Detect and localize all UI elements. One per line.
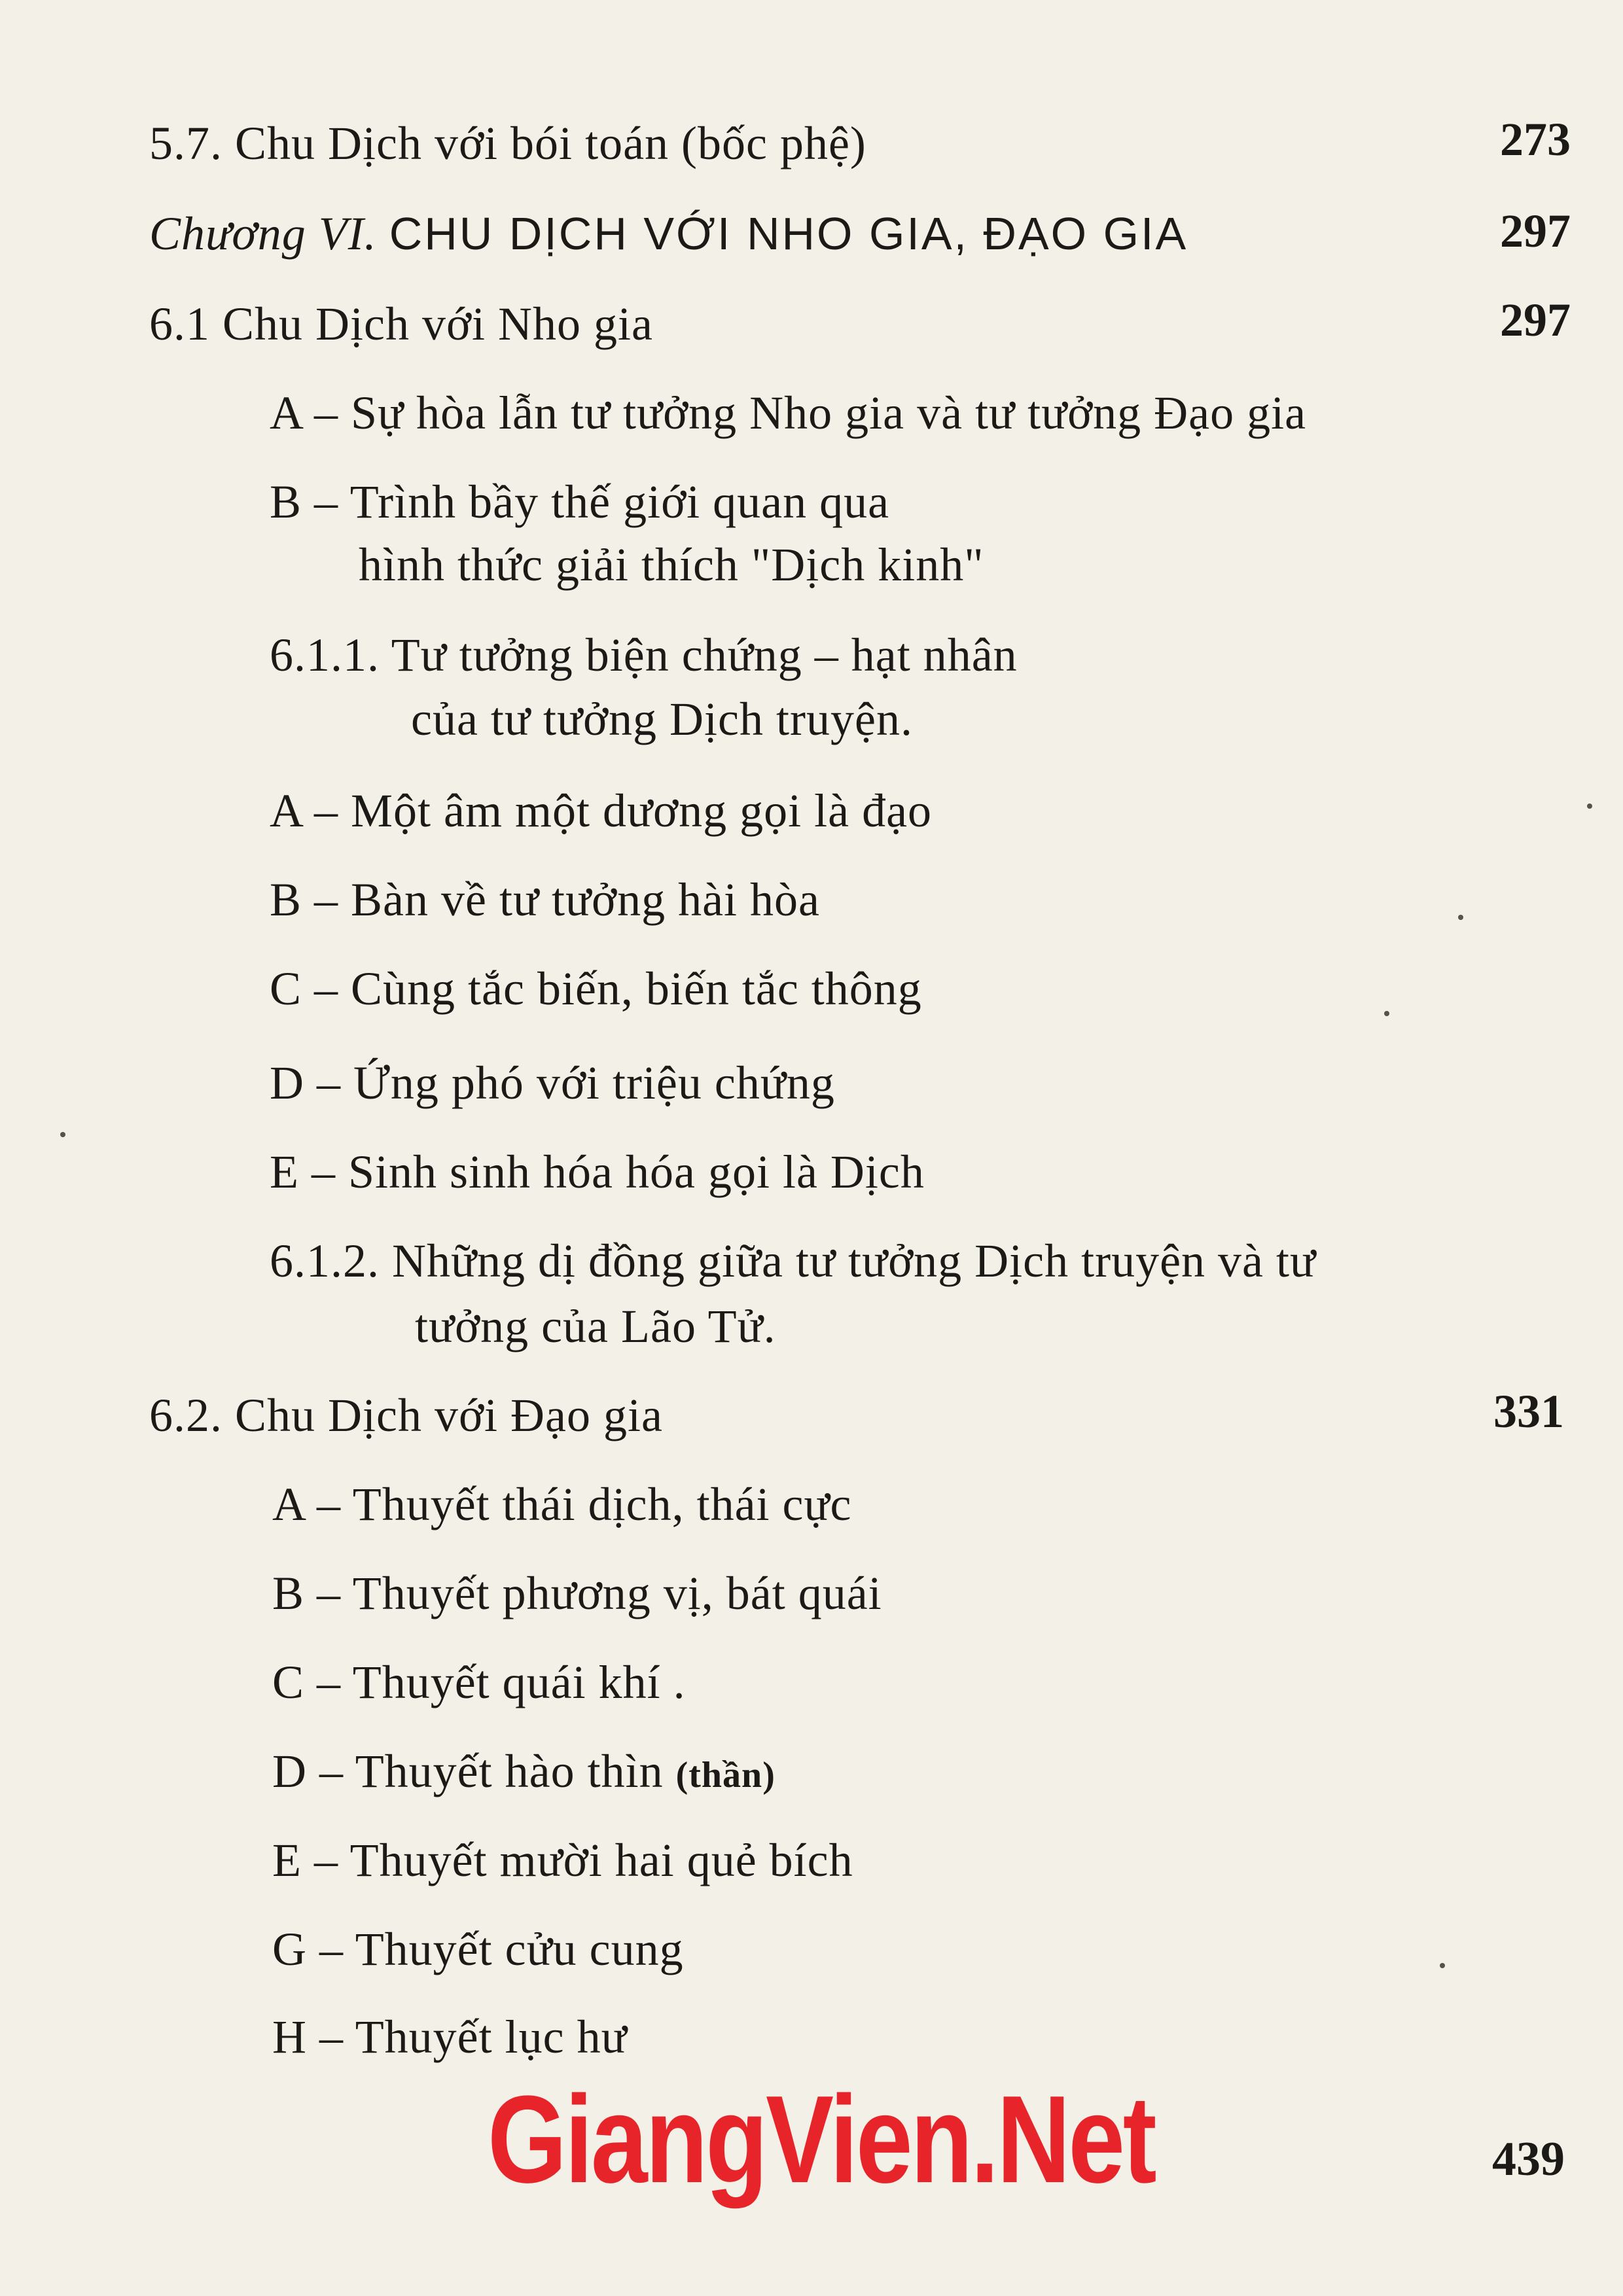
toc-item-6-2-b: B – Thuyết phương vị, bát quái bbox=[272, 1567, 882, 1619]
scan-speck bbox=[1458, 915, 1463, 920]
toc-item-6-2-e: E – Thuyết mười hai quẻ bích bbox=[272, 1834, 853, 1886]
scan-speck bbox=[1587, 804, 1592, 809]
page-number-chapter-6: 297 bbox=[1500, 205, 1571, 257]
toc-item-6-1-b-cont: hình thức giải thích "Dịch kinh" bbox=[359, 539, 984, 591]
toc-item-6-1-a: A – Sự hòa lẫn tư tưởng Nho gia và tư tưởng Đạo gia bbox=[270, 387, 1307, 439]
toc-entry-5-7: 5.7. Chu Dịch với bói toán (bốc phệ) bbox=[149, 117, 866, 169]
watermark-logo: GiangVien.Net bbox=[488, 2070, 1155, 2209]
toc-item-6-2-d bbox=[272, 1743, 776, 1803]
toc-entry-6-1: 6.1 Chu Dịch với Nho gia bbox=[149, 298, 654, 350]
scan-speck bbox=[60, 1132, 65, 1137]
toc-item-6-1-1-a: A – Một âm một dương gọi là đạo bbox=[270, 785, 933, 837]
scan-speck bbox=[1384, 1011, 1389, 1016]
chapter-6-title: CHU DỊCH VỚI NHO GIA, ĐẠO GIA bbox=[389, 208, 1188, 259]
toc-item-6-2-d-note: (thần) bbox=[675, 1755, 776, 1795]
page-number-6-2: 331 bbox=[1493, 1385, 1564, 1438]
toc-item-6-1-1-d: D – Ứng phó với triệu chứng bbox=[270, 1057, 835, 1109]
toc-item-6-2-h: H – Thuyết lục hư bbox=[272, 2011, 628, 2063]
chapter-6-heading bbox=[149, 205, 1188, 262]
toc-entry-6-1-2-cont: tưởng của Lão Tử. bbox=[415, 1300, 776, 1352]
page-number-6-1: 297 bbox=[1500, 294, 1571, 346]
scan-speck bbox=[1440, 1963, 1445, 1968]
toc-item-6-1-1-c: C – Cùng tắc biến, biến tắc thông bbox=[270, 963, 922, 1015]
toc-item-6-2-a: A – Thuyết thái dịch, thái cực bbox=[272, 1478, 852, 1530]
toc-item-6-1-b: B – Trình bầy thế giới quan qua bbox=[270, 476, 890, 528]
toc-item-6-1-1-e: E – Sinh sinh hóa hóa gọi là Dịch bbox=[270, 1146, 925, 1198]
folio-page-number: 439 bbox=[1492, 2132, 1565, 2186]
toc-item-6-2-g: G – Thuyết cửu cung bbox=[272, 1923, 684, 1975]
toc-item-6-1-1-b: B – Bàn về tư tưởng hài hòa bbox=[270, 874, 821, 926]
chapter-6-prefix: Chương VI. bbox=[149, 207, 377, 260]
toc-item-6-2-d-text: D – Thuyết hào thìn bbox=[272, 1745, 664, 1797]
toc-entry-6-2: 6.2. Chu Dịch với Đạo gia bbox=[149, 1389, 663, 1441]
page-number-5-7: 273 bbox=[1500, 113, 1571, 166]
toc-entry-6-1-1: 6.1.1. Tư tưởng biện chứng – hạt nhân bbox=[270, 629, 1018, 681]
toc-entry-6-1-1-cont: của tư tưởng Dịch truyện. bbox=[411, 693, 913, 745]
toc-entry-6-1-2: 6.1.2. Những dị đồng giữa tư tưởng Dịch truyện và tư bbox=[270, 1235, 1317, 1287]
toc-item-6-2-c: C – Thuyết quái khí . bbox=[272, 1656, 686, 1708]
